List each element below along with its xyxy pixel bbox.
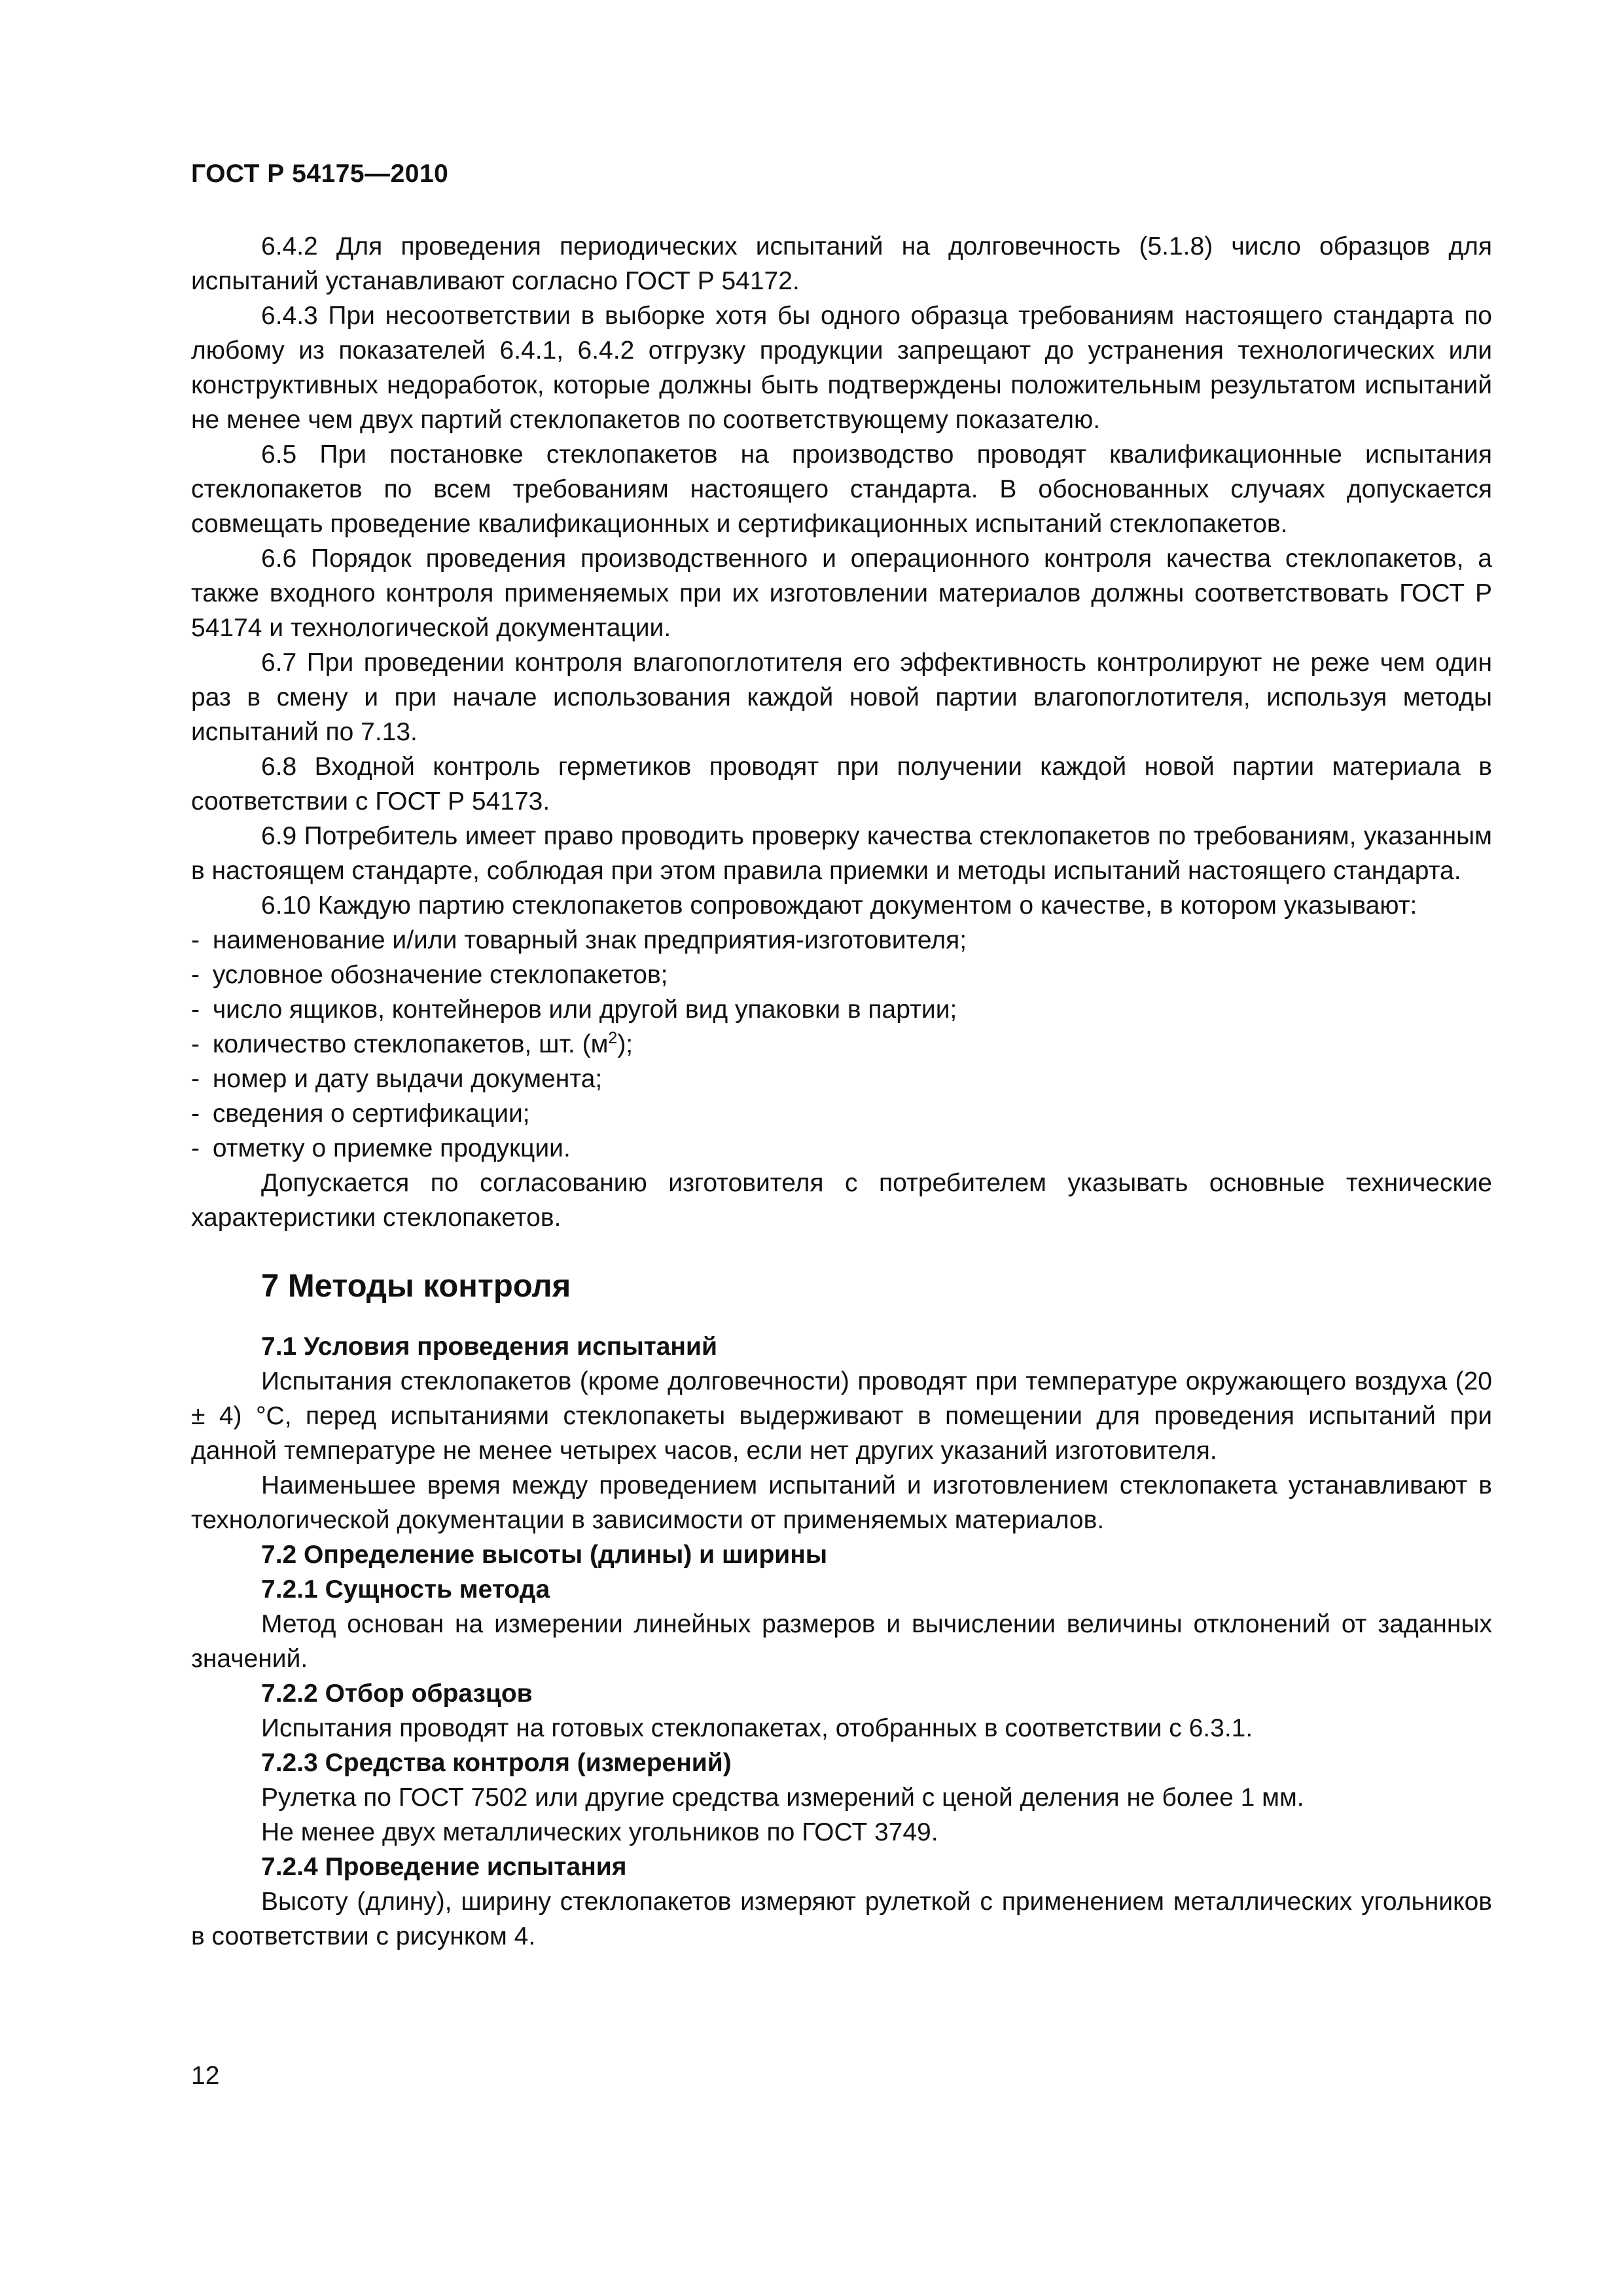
paragraph-7-2-2: Испытания проводят на готовых стеклопакетах, отобранных в соответствии с 6.3.1. [261,1714,1253,1742]
list-item [191,958,1492,992]
page-number: 12 [191,2062,220,2090]
paragraph-after-list: Допускается по согласованию изготовителя с потребителем указывать основные технические характеристики стеклопакетов. [191,1169,1492,1232]
paragraph-6-9: 6.9 Потребитель имеет право проводить проверку качества стеклопакетов по требованиям, указанным в настоящем стандарте, соблюдая при этом правила приемки и методы испытаний настоящего стандарта. [191,822,1492,885]
list-item [191,1131,1492,1166]
paragraph-7-2-3-a: Рулетка по ГОСТ 7502 или другие средства измерений с ценой деления не более 1 мм. [261,1784,1304,1812]
list-item-text: отметку о приемке продукции. [212,1134,571,1162]
paragraph-7-2-3-b: Не менее двух металлических угольников по ГОСТ 3749. [261,1818,938,1846]
page-body [191,229,1492,1954]
paragraph-7-2-1: Метод основан на измерении линейных размеров и вычислении величины отклонений от заданных значений. [191,1610,1492,1673]
superscript: 2 [608,1029,618,1047]
paragraph-7-1-b: Наименьшее время между проведением испытаний и изготовлением стеклопакета устанавливают в технологической документации в зависимости от применяемых материалов. [191,1471,1492,1534]
subsection-7-2-2-heading: 7.2.2 Отбор образцов [261,1679,533,1708]
list-dash: - [191,1030,200,1058]
subsection-7-2-1-heading: 7.2.1 Сущность метода [261,1575,550,1604]
section-7-heading: 7 Методы контроля [261,1268,571,1304]
list-dash: - [191,1065,200,1093]
paragraph-6-4-2: 6.4.2 Для проведения периодических испытаний на долговечность (5.1.8) число образцов для испытаний устанавливают согласно ГОСТ Р 54172. [191,232,1492,295]
list-item [191,1027,1492,1062]
document-designation: ГОСТ Р 54175—2010 [191,160,449,188]
list-item [191,992,1492,1027]
paragraph-6-8: 6.8 Входной контроль герметиков проводят при получении каждой новой партии материала в соответствии с ГОСТ Р 54173. [191,753,1492,816]
paragraph-6-10: 6.10 Каждую партию стеклопакетов сопровождают документом о качестве, в котором указывают: [261,891,1418,920]
list-dash: - [191,1134,200,1162]
list-item [191,1062,1492,1096]
subsection-7-2-3-heading: 7.2.3 Средства контроля (измерений) [261,1749,732,1777]
list-item-text: номер и дату выдачи документа; [212,1065,603,1093]
list-item-text-end: ); [617,1030,633,1058]
paragraph-6-7: 6.7 При проведении контроля влагопоглотителя его эффективность контролируют не реже чем один раз в смену и при начале использования каждой новой партии влагопоглотителя, используя методы испытаний по 7.13. [191,649,1492,746]
list-item-text: число ящиков, контейнеров или другой вид упаковки в партии; [212,996,957,1024]
paragraph-6-6: 6.6 Порядок проведения производственного и операционного контроля качества стеклопакетов, а также входного контроля применяемых при их изготовлении материалов должны соответствовать ГОСТ Р 54174 и технологической документации. [191,545,1492,642]
paragraph-7-1-a: Испытания стеклопакетов (кроме долговечности) проводят при температуре окружающего воздуха (20 ± 4) °С, перед испытаниями стеклопакеты выдерживают в помещении для проведения испытаний при данной температуре не менее четырех часов, если нет других указаний изготовителя. [191,1367,1492,1465]
list-item-text: наименование и/или товарный знак предприятия-изготовителя; [212,926,967,954]
paragraph-6-4-3: 6.4.3 При несоответствии в выборке хотя бы одного образца требованиям настоящего стандарта по любому из показателей 6.4.1, 6.4.2 отгрузку продукции запрещают до устранения технологических или конструктивных недоработок, которые должны быть подтверждены положительным результатом испытаний не менее чем двух партий стеклопакетов по соответствующему показателю. [191,302,1492,434]
list-item-text: сведения о сертификации; [212,1100,530,1128]
quality-document-list [191,923,1492,1166]
list-dash: - [191,961,200,989]
paragraph-7-2-4: Высоту (длину), ширину стеклопакетов измеряют рулеткой с применением металлических угольников в соответствии с рисунком 4. [191,1888,1492,1950]
list-item-text: количество стеклопакетов, шт. (м [212,1030,609,1058]
subsection-7-2-4-heading: 7.2.4 Проведение испытания [261,1853,627,1881]
list-dash: - [191,1100,200,1128]
list-dash: - [191,996,200,1024]
paragraph-6-5: 6.5 При постановке стеклопакетов на производство проводят квалификационные испытания стеклопакетов по всем требованиям настоящего стандарта. В обоснованных случаях допускается совмещать проведение квалификационных и сертификационных испытаний стеклопакетов. [191,440,1492,538]
subsection-7-1-heading: 7.1 Условия проведения испытаний [261,1333,717,1361]
list-dash: - [191,926,200,954]
list-item [191,1096,1492,1131]
list-item-text: условное обозначение стеклопакетов; [212,961,668,989]
subsection-7-2-heading: 7.2 Определение высоты (длины) и ширины [261,1541,828,1569]
list-item [191,923,1492,958]
